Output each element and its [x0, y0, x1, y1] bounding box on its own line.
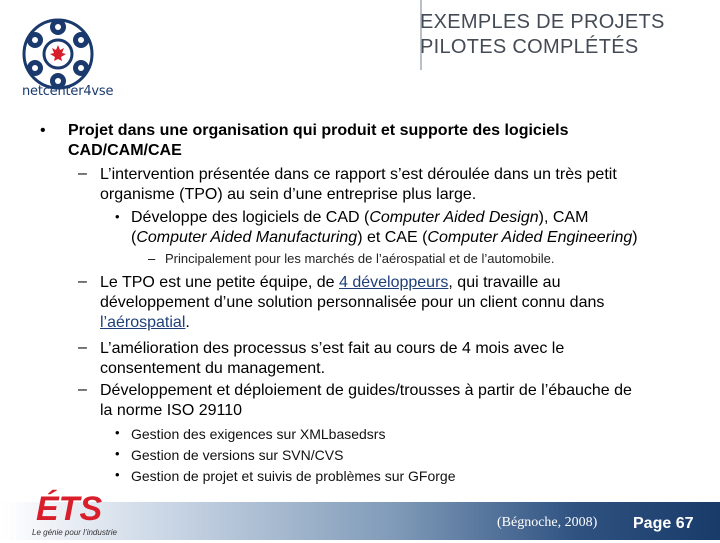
sub-item-marker: • [115, 425, 120, 440]
footer-stripe [8, 488, 11, 540]
tertiary-dash-marker: – [148, 251, 156, 266]
citation: (Bégnoche, 2008) [497, 515, 598, 530]
sub-bullet-1-line-2: (Computer Aided Manufacturing) et CAE (Computer Aided Engineering) [131, 229, 638, 246]
ets-tagline: Le génie pour l’industrie [32, 528, 117, 537]
dash-4-text [100, 381, 632, 421]
sub-bullet-marker: • [115, 209, 120, 224]
sub-item-3: Gestion de projet et suivis de problèmes sur GForge [131, 468, 456, 484]
bullet-1-line-2: CAD/CAM/CAE [68, 142, 182, 159]
ets-logo-icon [28, 486, 118, 538]
link-4-developpeurs[interactable]: 4 développeurs [338, 274, 449, 291]
sub-item-marker: • [115, 446, 120, 461]
dash-2-line-2: développement d’une solution personnalisée pour un client connu dans [100, 294, 605, 311]
dash-1-line-1: L’intervention présentée dans ce rapport s’est déroulée dans un très petit [100, 166, 617, 183]
sub-bullet-1-line-1: Développe des logiciels de CAD (Computer Aided Design), CAM [131, 209, 589, 226]
ets-logo [28, 486, 118, 538]
dash-marker: – [78, 381, 87, 398]
dash-1-text [100, 165, 617, 205]
page-number: Page 67 [633, 515, 694, 532]
dash-marker: – [78, 165, 87, 182]
ets-logo-mark: ÉTS [36, 490, 103, 528]
title-line-2: PILOTES COMPLÉTÉS [420, 36, 639, 58]
netcenter-logo-text: netcenter4vse [22, 84, 114, 99]
dash-2-line-1: Le TPO est une petite équipe, de 4 développeurs, qui travaille au [100, 274, 561, 291]
sub-item-marker: • [115, 467, 120, 482]
sub-item-2: Gestion de versions sur SVN/CVS [131, 447, 344, 463]
dash-3-line-1: L’amélioration des processus s’est fait au cours de 4 mois avec le [100, 340, 565, 357]
dash-marker: – [78, 339, 87, 356]
link-aerospatial[interactable]: l’aérospatial [100, 314, 186, 331]
tertiary-text: Principalement pour les marchés de l’aérospatial et de l’automobile. [165, 251, 555, 266]
dash-2-line-3: l’aérospatial. [100, 314, 190, 331]
dash-4-line-1: Développement et déploiement de guides/trousses à partir de l’ébauche de [100, 382, 632, 399]
sub-item-1: Gestion des exigences sur XMLbasedsrs [131, 426, 386, 442]
title-line-1: EXEMPLES DE PROJETS [420, 11, 665, 33]
slide-title [420, 10, 710, 60]
dash-2-text [100, 273, 604, 333]
bullet-1-line-1: Projet dans une organisation qui produit et supporte des logiciels [68, 122, 569, 139]
dash-4-line-2: la norme ISO 29110 [100, 402, 243, 419]
dash-3-line-2: consentement du management. [100, 360, 326, 377]
dash-3-text [100, 339, 564, 379]
netcenter-ring-logo-icon [18, 12, 128, 92]
dash-1-line-2: organisme (TPO) au sein d’une entreprise plus large. [100, 186, 477, 203]
dash-marker: – [78, 273, 87, 290]
footer-stripe [14, 488, 16, 540]
bullet-1-text [68, 121, 569, 161]
sub-bullet-1-text [131, 208, 638, 248]
bullet-marker: • [40, 122, 46, 139]
